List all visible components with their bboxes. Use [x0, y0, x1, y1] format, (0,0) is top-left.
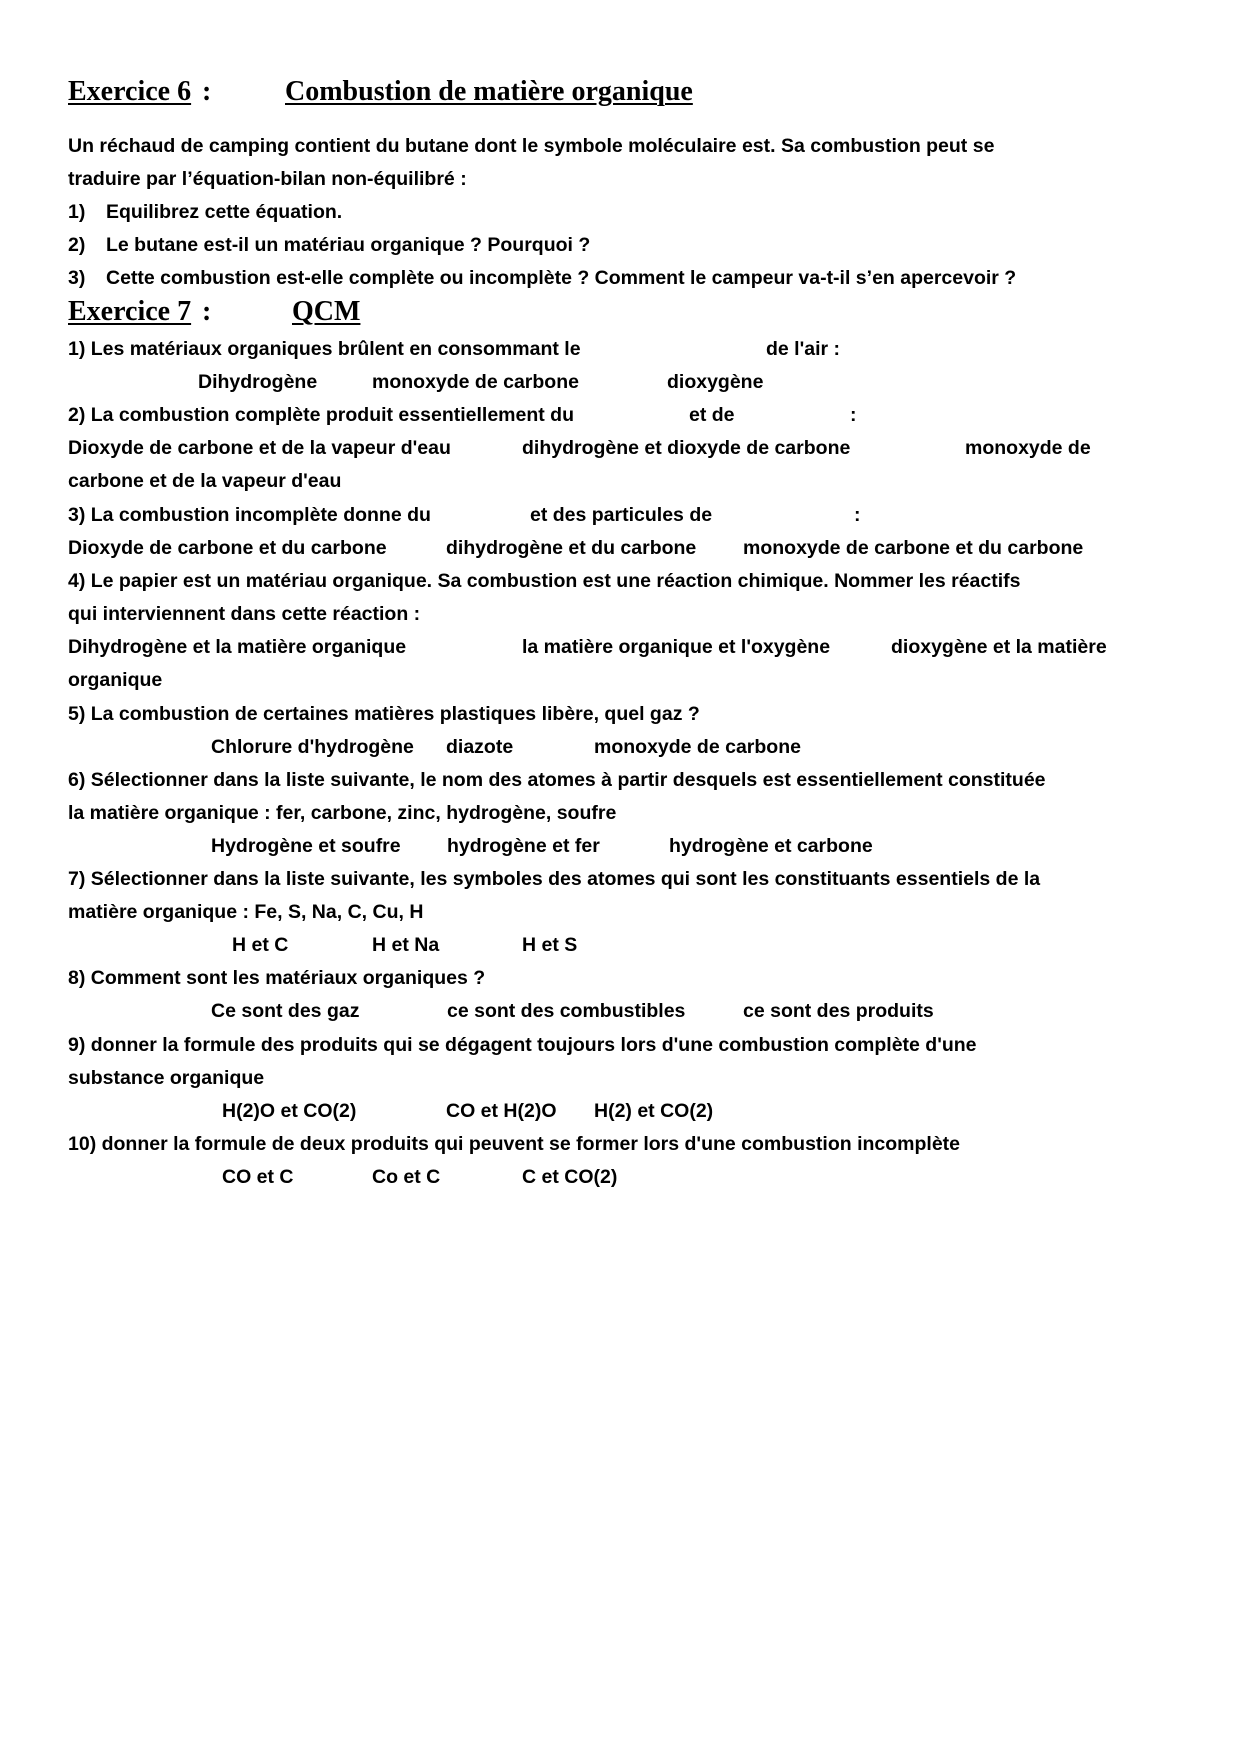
qcm-7-option-3: H et S [522, 934, 578, 956]
qcm-1-option-1: Dihydrogène [198, 371, 318, 393]
qcm-1-text-start: 1) Les matériaux organiques brûlent en consommant le [68, 338, 581, 360]
qcm-6-line-1: 6) Sélectionner dans la liste suivante, le nom des atomes à partir desquels est essentiellement constituée [68, 769, 1046, 791]
qcm-6-option-2: hydrogène et fer [447, 835, 600, 857]
exercise-7-colon: : [202, 296, 212, 327]
qcm-7-option-1: H et C [232, 934, 289, 956]
qcm-4-line-1: 4) Le papier est un matériau organique. Sa combustion est une réaction chimique. Nommer les réactifs [68, 570, 1021, 592]
qcm-5-option-1: Chlorure d'hydrogène [211, 736, 414, 758]
qcm-4-line-2: qui interviennent dans cette réaction : [68, 603, 421, 625]
qcm-1-option-2: monoxyde de carbone [372, 371, 579, 393]
qcm-2-text-start: 2) La combustion complète produit essentiellement du [68, 404, 574, 426]
exercise-6-title: Combustion de matière organique [285, 76, 693, 107]
question-6-3-number: 3) [68, 267, 86, 289]
qcm-6-option-1: Hydrogène et soufre [211, 835, 401, 857]
exercise-6-colon: : [202, 76, 212, 107]
exercise-6-intro-line-1: Un réchaud de camping contient du butane dont le symbole moléculaire est. Sa combustion peut se [68, 135, 995, 157]
question-6-1-number: 1) [68, 201, 86, 223]
qcm-8-option-1: Ce sont des gaz [211, 1000, 360, 1022]
question-6-2: Le butane est-il un matériau organique ? Pourquoi ? [106, 234, 591, 256]
qcm-8-text: 8) Comment sont les matériaux organiques ? [68, 967, 486, 989]
qcm-2-option-1: Dioxyde de carbone et de la vapeur d'eau [68, 437, 451, 459]
qcm-10-option-3: C et CO(2) [522, 1166, 618, 1188]
qcm-9-option-3: H(2) et CO(2) [594, 1100, 714, 1122]
qcm-5-option-2: diazote [446, 736, 514, 758]
qcm-7-line-2: matière organique : Fe, S, Na, C, Cu, H [68, 901, 424, 923]
qcm-3-text-start: 3) La combustion incomplète donne du [68, 504, 431, 526]
qcm-1-text-end: de l'air : [766, 338, 840, 360]
question-6-2-number: 2) [68, 234, 86, 256]
qcm-8-option-3: ce sont des produits [743, 1000, 934, 1022]
qcm-4-option-1: Dihydrogène et la matière organique [68, 636, 407, 658]
qcm-2-option-2: dihydrogène et dioxyde de carbone [522, 437, 851, 459]
qcm-4-option-3: dioxygène et la matière [891, 636, 1107, 658]
qcm-3-text-end: : [854, 504, 861, 526]
qcm-9-option-2: CO et H(2)O [446, 1100, 557, 1122]
qcm-3-option-3: monoxyde de carbone et du carbone [743, 537, 1084, 559]
qcm-3-option-1: Dioxyde de carbone et du carbone [68, 537, 387, 559]
qcm-10-option-1: CO et C [222, 1166, 294, 1188]
qcm-3-option-2: dihydrogène et du carbone [446, 537, 697, 559]
qcm-7-line-1: 7) Sélectionner dans la liste suivante, les symboles des atomes qui sont les constituants essentiels de la [68, 868, 1041, 890]
qcm-9-option-1: H(2)O et CO(2) [222, 1100, 357, 1122]
qcm-6-line-2: la matière organique : fer, carbone, zinc, hydrogène, soufre [68, 802, 617, 824]
exercise-6-intro-line-2: traduire par l’équation-bilan non-équilibré : [68, 168, 467, 190]
qcm-5-text: 5) La combustion de certaines matières plastiques libère, quel gaz ? [68, 703, 700, 725]
qcm-2-text-end: : [850, 404, 857, 426]
exercise-6-label: Exercice 6 [68, 76, 192, 107]
qcm-7-option-2: H et Na [372, 934, 440, 956]
qcm-2-option-3: monoxyde de [965, 437, 1091, 459]
qcm-3-text-middle: et des particules de [530, 504, 713, 526]
qcm-2-option-3-continued: carbone et de la vapeur d'eau [68, 470, 342, 492]
qcm-2-text-middle: et de [689, 404, 735, 426]
qcm-1-option-3: dioxygène [667, 371, 764, 393]
qcm-4-option-3-continued: organique [68, 669, 163, 691]
question-6-1: Equilibrez cette équation. [106, 201, 343, 223]
qcm-10-option-2: Co et C [372, 1166, 441, 1188]
qcm-8-option-2: ce sont des combustibles [447, 1000, 686, 1022]
qcm-10-text: 10) donner la formule de deux produits qui peuvent se former lors d'une combustion incomplète [68, 1133, 961, 1155]
qcm-4-option-2: la matière organique et l'oxygène [522, 636, 831, 658]
qcm-6-option-3: hydrogène et carbone [669, 835, 873, 857]
exercise-7-label: Exercice 7 [68, 296, 192, 327]
qcm-5-option-3: monoxyde de carbone [594, 736, 801, 758]
question-6-3: Cette combustion est-elle complète ou incomplète ? Comment le campeur va-t-il s’en apercevoir ? [106, 267, 1017, 289]
qcm-9-line-1: 9) donner la formule des produits qui se dégagent toujours lors d'une combustion complète d'une [68, 1034, 977, 1056]
exercise-7-title: QCM [292, 296, 361, 327]
qcm-9-line-2: substance organique [68, 1067, 265, 1089]
